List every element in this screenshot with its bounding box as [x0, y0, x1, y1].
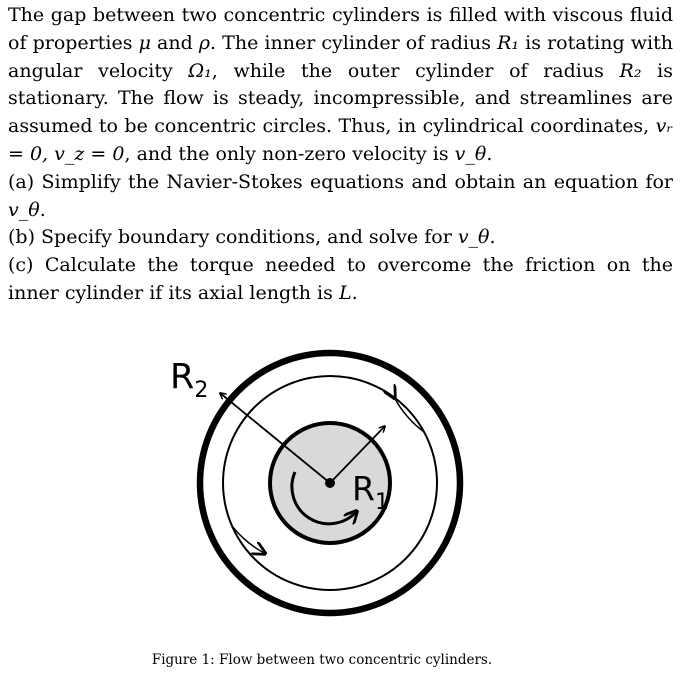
part-c-var: L [338, 281, 352, 304]
center-dot [325, 478, 335, 488]
part-a: (a) Simplify the Navier-Stokes equations and obtain an equation for v_θ. [8, 170, 673, 221]
intro-text-5: , while the outer cylinder of radius [211, 59, 620, 82]
vtheta-symbol: v_θ [454, 142, 487, 165]
intro-text-3: . The inner cylinder of radius [210, 31, 498, 54]
cylinders-figure [0, 330, 690, 650]
rho-symbol: ρ [198, 31, 211, 54]
intro-text-4: is rotating with angular velocity [8, 31, 673, 82]
intro-text-2: and [150, 31, 199, 54]
part-a-var: v_θ [8, 198, 40, 221]
label-r1: $R_1$ [352, 469, 389, 515]
r2-symbol: R₂ [619, 59, 642, 82]
flow-arrow-left [232, 526, 264, 553]
label-r2: $R_2$ [170, 357, 209, 403]
part-b-var: v_θ [457, 226, 490, 249]
intro-text-8: . [486, 142, 493, 165]
problem-text [8, 2, 673, 308]
part-b: (b) Specify boundary conditions, and solve for v_θ. [8, 226, 496, 249]
r1-symbol: R₁ [497, 31, 520, 54]
intro-text-7: , and the only non-zero velocity is [124, 142, 455, 165]
intro-text-1: The gap between two concentric cylinders is filled with viscous fluid of properties [8, 4, 673, 54]
part-c: (c) Calculate the torque needed to overcome the friction on the inner cylinder if its axial length is L. [8, 254, 673, 304]
vr-eq: vᵣ = 0, [8, 115, 673, 165]
intro-text-6: is stationary. The flow is steady, incompressible, and streamlines are assumed to be concentric circles. Thus, in cylindrical coordinates, [8, 59, 673, 138]
figure-caption: Figure 1: Flow between two concentric cylinders. [151, 652, 493, 668]
omega1-symbol: Ω₁ [188, 59, 212, 82]
problem-intro [8, 2, 673, 169]
mu-symbol: μ [138, 31, 151, 54]
flow-arrow-right [394, 397, 424, 432]
vz-eq: v_z = 0 [54, 142, 125, 165]
